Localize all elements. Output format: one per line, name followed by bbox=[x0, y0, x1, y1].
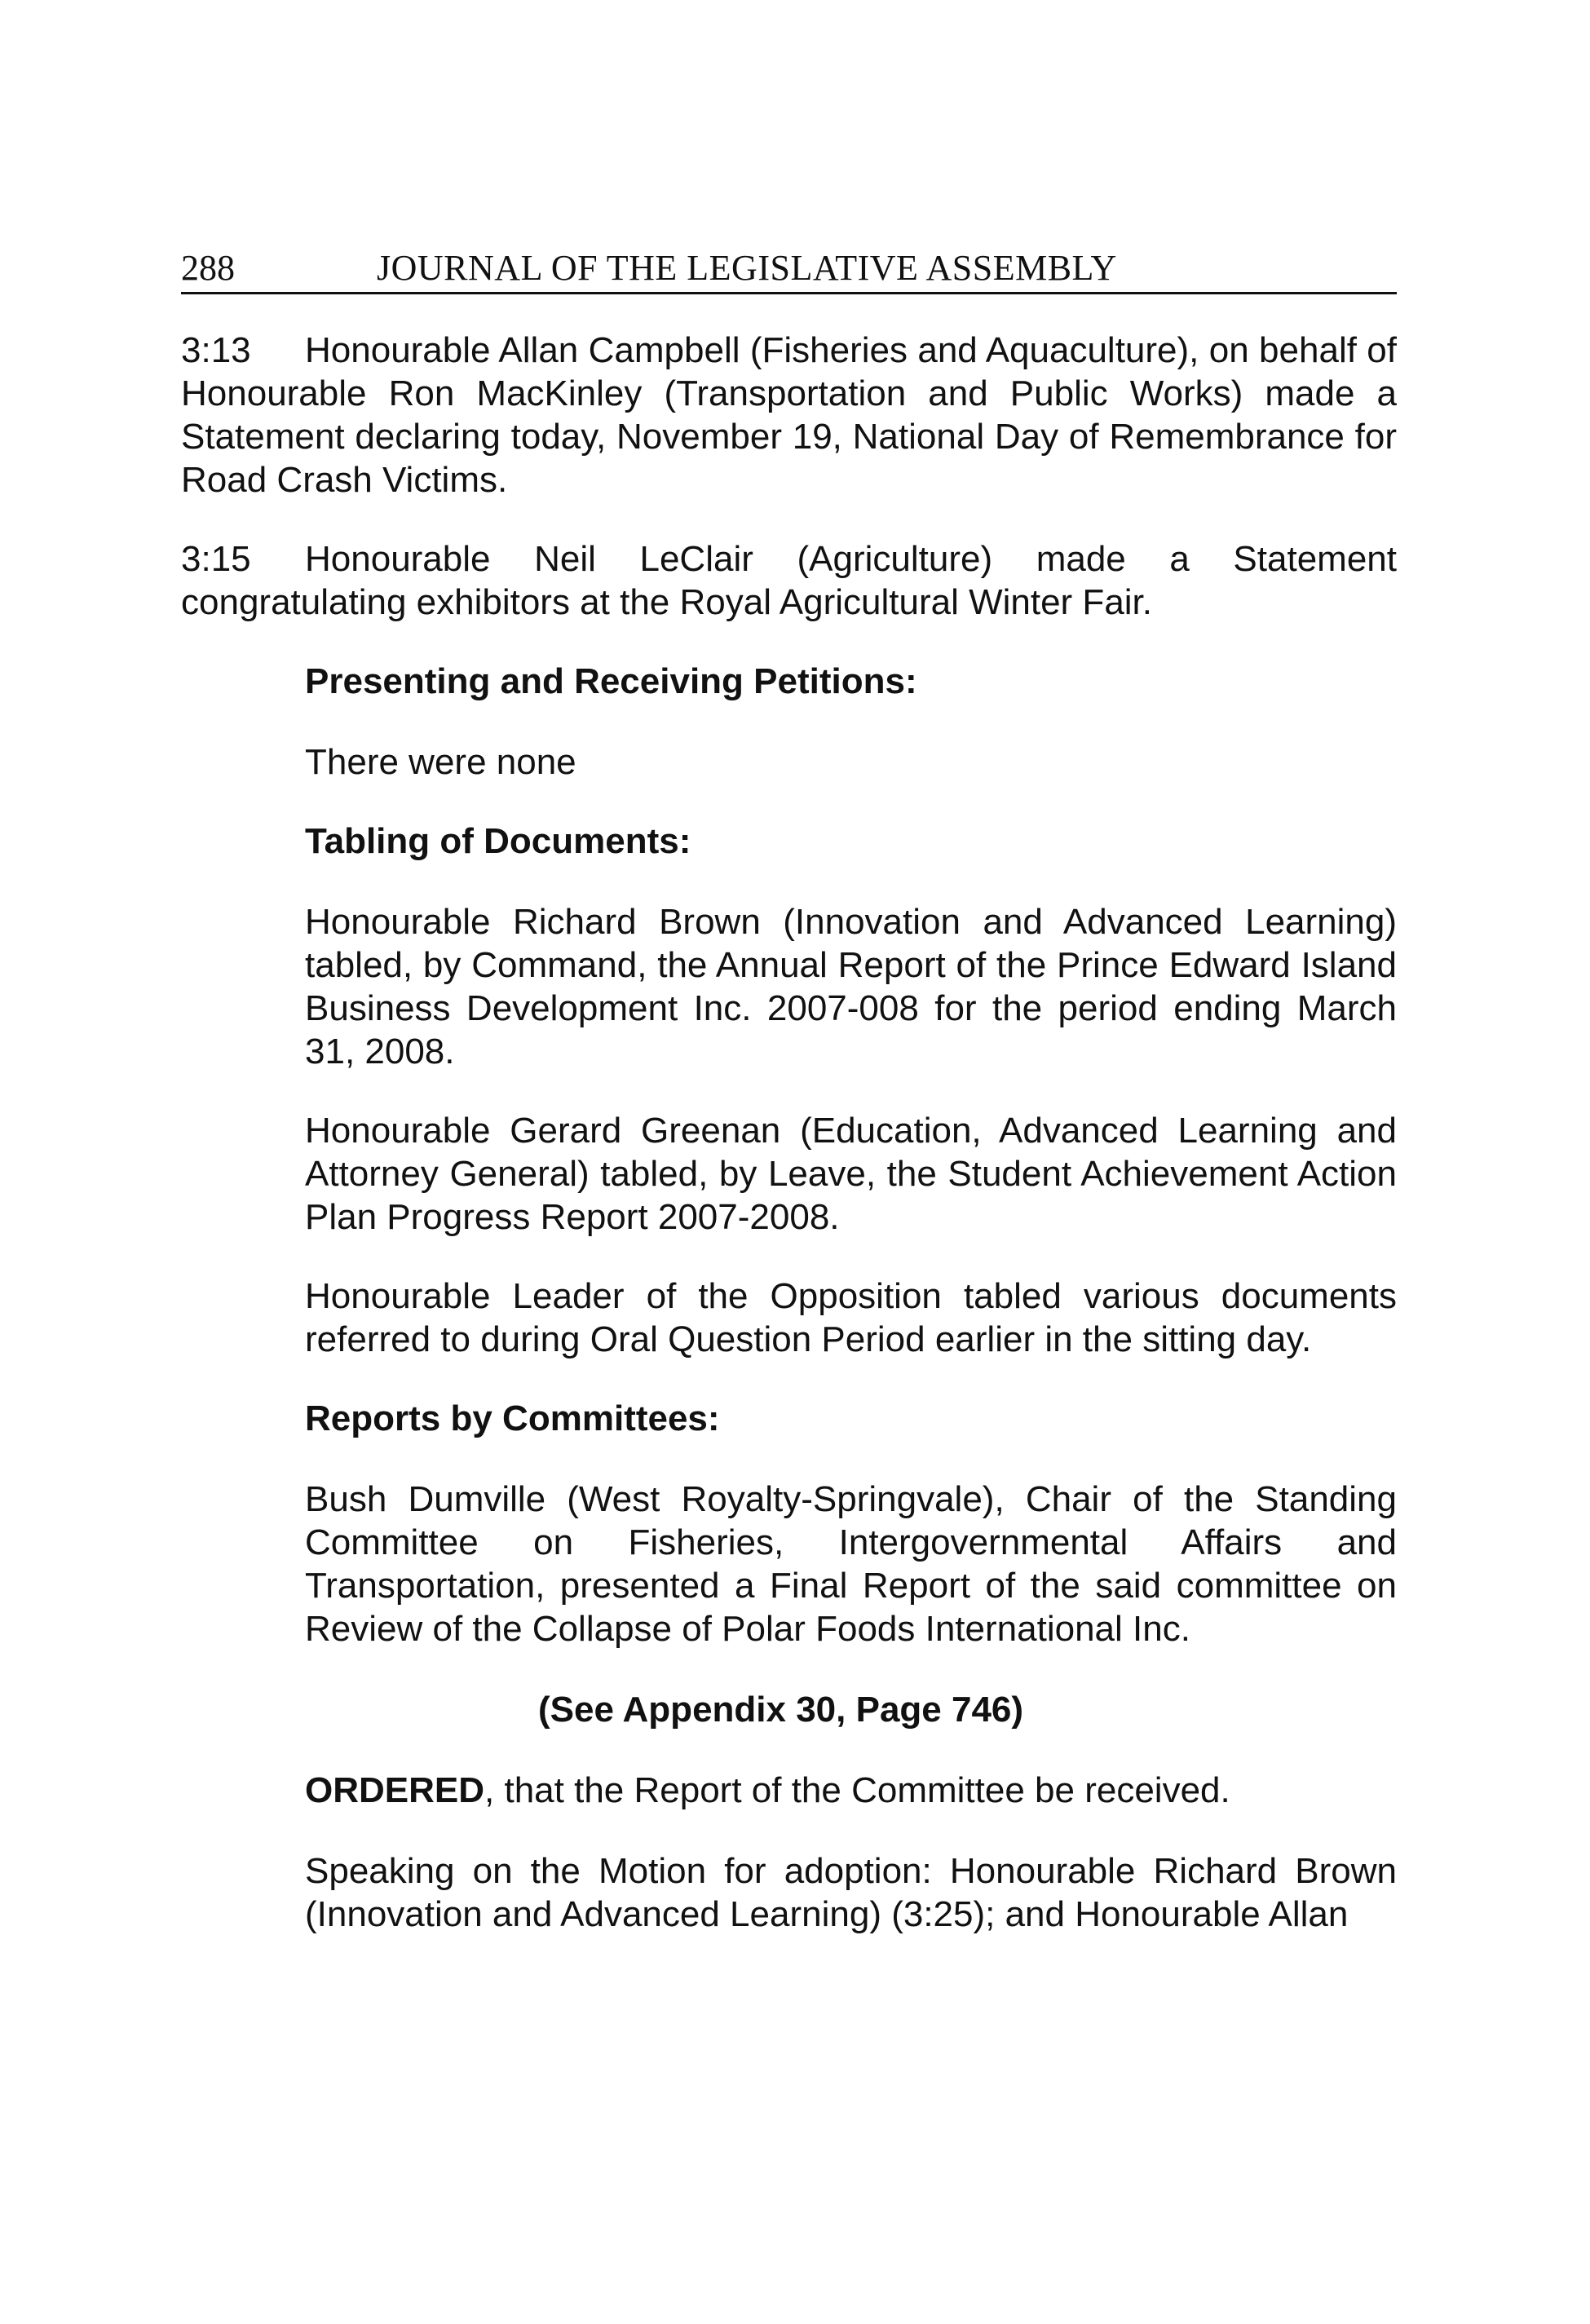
section-heading-committees: Reports by Committees: bbox=[305, 1398, 720, 1438]
journal-page bbox=[181, 245, 1397, 1936]
entry-text: Honourable Neil LeClair (Agriculture) made a Statement congratulating exhibitors at the Royal Agricultural Winter Fair. bbox=[181, 539, 1397, 622]
petitions-text: There were none bbox=[305, 742, 576, 782]
timed-entry bbox=[181, 329, 1397, 501]
ordered-keyword: ORDERED bbox=[305, 1770, 485, 1810]
tabling-paragraph: Honourable Leader of the Opposition tabled various documents referred to during Oral Question Period earlier in the sitting day. bbox=[305, 1276, 1397, 1359]
appendix-reference: (See Appendix 30, Page 746) bbox=[538, 1690, 1024, 1730]
page-number: 288 bbox=[181, 248, 235, 288]
section-heading-tabling: Tabling of Documents: bbox=[305, 821, 691, 861]
section-heading-petitions: Presenting and Receiving Petitions: bbox=[305, 661, 917, 701]
timed-entry bbox=[181, 537, 1397, 624]
journal-body bbox=[181, 329, 1397, 1936]
tabling-paragraph: Honourable Richard Brown (Innovation and Advanced Learning) tabled, by Command, the Annual Report of the Prince Edward Island Business Development Inc. 2007-008 for the period ending March 31, 2008. bbox=[305, 902, 1397, 1071]
committee-report-paragraph: Bush Dumville (West Royalty-Springvale), Chair of the Standing Committee on Fisheries, Intergovernmental Affairs and Transportation, presented a Final Report of the said committee on Review of the Collapse of Polar Foods International Inc. bbox=[305, 1479, 1397, 1649]
tabling-paragraph: Honourable Gerard Greenan (Education, Advanced Learning and Attorney General) tabled, by Leave, the Student Achievement Action Plan Progress Report 2007-2008. bbox=[305, 1111, 1397, 1237]
entry-time: 3:15 bbox=[181, 539, 251, 579]
page-header bbox=[181, 245, 1397, 294]
journal-title: JOURNAL OF THE LEGISLATIVE ASSEMBLY bbox=[377, 248, 1117, 288]
ordered-text: , that the Report of the Committee be received. bbox=[484, 1770, 1230, 1810]
entry-time: 3:13 bbox=[181, 330, 251, 370]
speaking-paragraph: Speaking on the Motion for adoption: Honourable Richard Brown (Innovation and Advanced Learning) (3:25); and Honourable Allan bbox=[305, 1851, 1397, 1934]
entry-text: Honourable Allan Campbell (Fisheries and Aquaculture), on behalf of Honourable Ron MacKinley (Transportation and Public Works) made a Statement declaring today, November 19, National Day of Remembrance for Road Crash Victims. bbox=[181, 330, 1397, 500]
ordered-paragraph bbox=[305, 1769, 1397, 1812]
